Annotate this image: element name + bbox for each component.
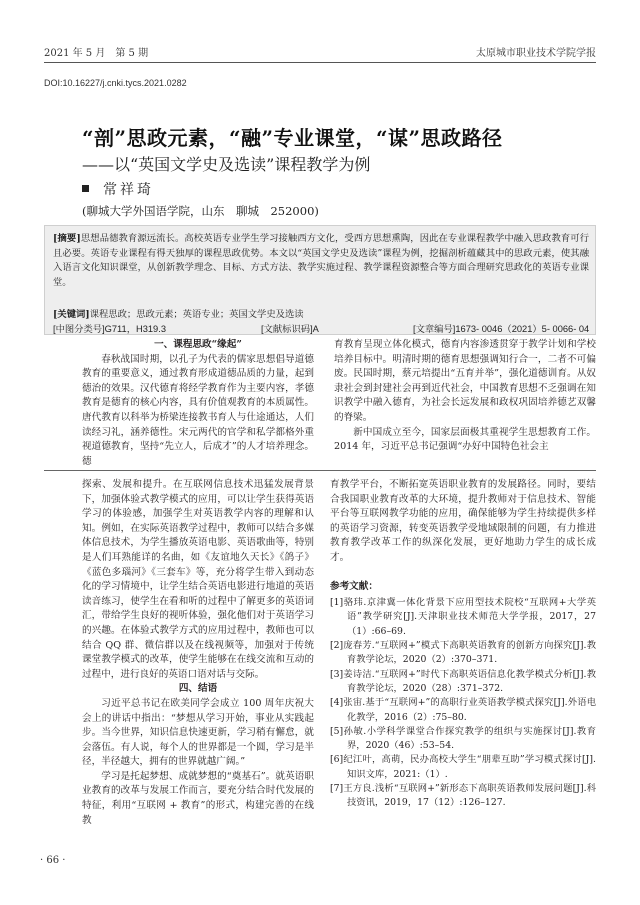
doc-code-label: [文献标识码]	[261, 324, 313, 334]
keywords-label: [关键词]	[53, 309, 90, 320]
abstract-box	[44, 225, 596, 335]
reference-item: [6]纪江叶，高萌，民办高校大学生“朋辈互助”学习模式探讨[J].知识文库，2021:（1）.	[330, 754, 596, 780]
upper-right-column	[334, 338, 596, 455]
article-number-value: 1673- 0046（2021）5- 0066- 04	[455, 324, 590, 334]
author-line	[82, 179, 154, 199]
article-title: “剖”思政元素，“融”专业课堂，“谋”思政路径	[82, 126, 503, 150]
reference-item: [7]王方良.浅析“互联网+”新形态下高职英语教师发展问题[J].科技资讯，2019，17（12）:126–127.	[330, 783, 596, 809]
keywords	[53, 306, 304, 320]
paragraph: 学习是托起梦想、成就梦想的“奠基石”。就英语职业教育的改革与发展工作而言，要充分结合时代发展的特征，利用“互联网 + 教育”的形式，构建完善的在线教	[82, 770, 314, 826]
affiliation: (聊城大学外国语学院，山东 聊城 252000)	[82, 204, 319, 218]
section-heading-conclusion: 四、结语	[178, 683, 218, 695]
clc-label: [中图分类号]	[53, 324, 105, 334]
abstract-text: 思想品德教育源远流长。高校英语专业学生学习接触西方文化，受西方思想熏陶，因此在专业课程教学中融入思政教育可行且必要。英语专业课程有得天独厚的课程思政优势。本文以“英国文学史及选读”课程为例，挖掘剖析蕴藏其中的思政元素，使其融入语言文化知识课堂，从创新教学理念、目标、方式方法、教学实施过程、教学课程资源整合等方面合理研究思政化的英语专业课堂。	[53, 233, 589, 288]
reference-item: [2]庞春芳.“互联网+”模式下高职英语教育的创新方向探究[J].教育教学论坛，2020（2）:370–371.	[330, 640, 596, 666]
paragraph: 新中国成立至今，国家层面极其重视学生思想教育工作。2014 年，习近平总书记强调“办好中国特色社会主	[334, 426, 596, 453]
lower-right-column	[330, 478, 596, 811]
references-title: 参考文献：	[330, 580, 378, 592]
reference-item: [4]张宙.基于“互联网+”的高职行业英语教学模式探究[J].外语电化教学，2016（2）:75–80.	[330, 697, 596, 723]
paragraph: 春秋战国时期，以孔子为代表的儒家思想倡导道德教育的重要意义，通过教育形成道德品质的力量，起到德治的效果。汉代德育将经学教育作为主要内容，孝德教育是德育的核心内容，具有价值观教育的本质属性。唐代教育以科举为桥梁连接教书育人与仕途通达，人们读经习礼，涵养德性。宋元两代的官学和私学都格外重视道德教育，坚持“先立人，后成才”的人才培养理念。德	[82, 353, 314, 467]
article-subtitle: ——以“英国文学史及选读”课程教学为例	[82, 155, 371, 174]
clc	[53, 321, 166, 335]
upper-left-column	[82, 338, 314, 469]
doi: DOI:10.16227/j.cnki.tycs.2021.0282	[44, 78, 187, 88]
references-list	[330, 596, 596, 810]
paragraph: 育教育呈现立体化模式，德育内容渗透贯穿于教学计划和学校培养目标中。明清时期的德育思想强调知行合一，二者不可偏废。民国时期，蔡元培提出“五育并举”，强化道德训育。从奴隶社会到封建社会再到近代社会，中国教育思想不乏强调在知识教学中融入德育，为社会长远发展和政权巩固培养德艺双馨的脊梁。	[334, 339, 596, 423]
doc-code	[261, 321, 319, 335]
abstract-label: [摘要]	[53, 233, 81, 244]
reference-item: [5]孙敏.小学科学课堂合作探究教学的组织与实施探讨[J].教育界，2020（46）:53–54.	[330, 725, 596, 752]
paragraph: 习近平总书记在欧美同学会成立 100 周年庆祝大会上的讲话中指出：“梦想从学习开始，事业从实践起步。当今世界，知识信息快速更新，学习稍有懈怠，就会落伍。有人说，每个人的世界都是一个圆，学习是半径，半径越大，拥有的世界就越广阔。”	[82, 697, 314, 768]
square-bullet-icon	[82, 185, 89, 192]
article-number-label: [文章编号]	[413, 324, 456, 334]
doc-code-value: A	[312, 324, 319, 334]
clc-value: G711，H319.3	[104, 324, 166, 334]
abstract	[53, 232, 589, 290]
section-heading-origin: 一、课程思政“缘起”	[154, 339, 242, 350]
page-number: · 66 ·	[40, 855, 66, 866]
paragraph: 探索、发展和提升。在互联网信息技术迅猛发展背景下，加强体验式教学模式的应用，可以让学生获得英语学习的体验感，加强学生对英语教学内容的理解和认知。例如，在实际英语教学过程中，教师可以结合多媒体信息技术，为学生播放英语电影、英语歌曲等，特别是人们耳熟能详的名曲，如《友谊地久天长》《鸽子》《蓝色多瑙河》《三套车》等，充分将学生带入到动态化的学习情境中，让学生结合英语电影进行地道的英语读音练习，使学生在看和听的过程中了解更多的英语词汇，带给学生良好的视听体验，强化他们对于英语学习的兴趣。在体验式教学方式的应用过程中，教师也可以结合 QQ 群、微信群以及在线视频等，加强对于传统课堂教学模式的改革，使学生能够在在线交流和互动的过程中，进行良好的英语口语对话与交际。	[82, 479, 314, 680]
section-divider	[44, 470, 596, 471]
journal-name: 太原城市职业技术学院学报	[476, 48, 596, 59]
issue-date: 2021 年 5 月 第 5 期	[44, 48, 149, 59]
keywords-text: 课程思政；思政元素；英语专业；英国文学史及选读	[89, 309, 304, 320]
article-number	[413, 321, 589, 335]
reference-item: [3]姜诗洁.“互联网+”时代下高职英语信息化教学模式分析[J].教育教学论坛，2020（28）:371–372.	[330, 668, 596, 694]
header-rule	[44, 62, 596, 63]
reference-item: [1]骆玮.京津冀一体化背景下应用型技术院校“互联网+大学英语”教学研究[J].天津职业技术师范大学学报，2017，27（1）:66–69.	[330, 597, 596, 637]
author-name: 常祥琦	[103, 182, 154, 198]
lower-left-column	[82, 478, 314, 828]
paragraph: 育教学平台，不断拓宽英语职业教育的发展路径。同时，要结合我国职业教育改革的大环境，提升教师对于信息技术、智能平台等互联网教学功能的应用，确保能够为学生持续提供多样的英语学习资源，转变英语教学受地域限制的问题，有力推进教育教学改革工作的纵深化发展，更好地助力学生的成长成才。	[330, 479, 596, 563]
